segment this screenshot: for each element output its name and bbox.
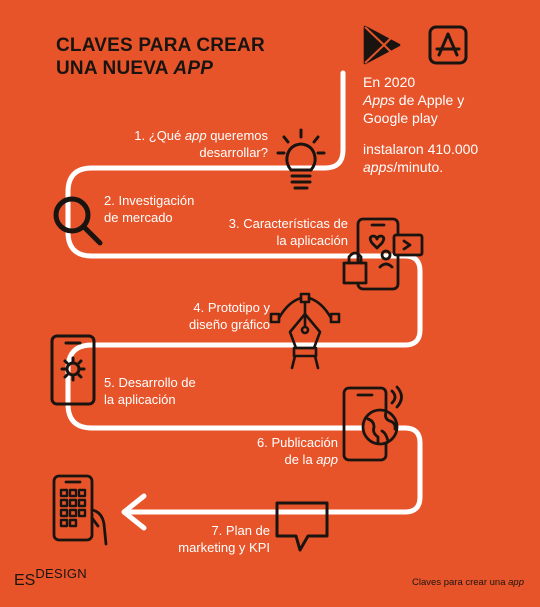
app-store-icon — [428, 25, 468, 65]
logo-es: ES — [14, 572, 36, 589]
info-line-2 — [363, 91, 533, 109]
footer-caption-text: Claves para crear una — [412, 577, 509, 588]
info-stat — [363, 140, 533, 176]
step-6-italic: app — [316, 452, 338, 467]
step-2-line-1: 2. Investigación — [104, 193, 195, 208]
footer-caption-italic: app — [508, 577, 524, 588]
step-7-line-2: marketing y KPI — [178, 540, 270, 555]
step-3-label — [196, 215, 348, 249]
info-line-3: Google play — [363, 110, 438, 126]
step-6-label — [220, 434, 338, 468]
phone-gear-icon — [50, 334, 96, 406]
page-title — [56, 34, 316, 80]
step-1-label — [100, 127, 268, 161]
step-5-line-2: la aplicación — [104, 392, 176, 407]
info-line-1: En 2020 — [363, 74, 416, 90]
step-4-line-2: diseño gráfico — [189, 317, 270, 332]
magnifier-icon — [50, 193, 106, 249]
info-line-2-text: de Apple y — [394, 92, 465, 108]
step-3-line-2: la aplicación — [276, 233, 348, 248]
logo-design: DESIGN — [35, 566, 87, 581]
esdesign-logo — [14, 566, 87, 590]
step-2-line-2: de mercado — [104, 210, 173, 225]
footer-caption — [412, 577, 524, 588]
step-3-line-1: 3. Características de — [228, 216, 348, 231]
step-6-line-1: 6. Publicación — [257, 435, 338, 450]
step-1-italic: app — [184, 128, 207, 143]
step-7-line-1: 7. Plan de — [211, 523, 270, 538]
phone-globe-icon — [340, 385, 410, 465]
speech-bubble-icon — [274, 500, 330, 554]
step-1-line-1 — [100, 127, 268, 144]
step-5-label — [104, 374, 234, 408]
step-1-text-a: 1. ¿Qué — [134, 128, 185, 143]
info-text — [363, 73, 533, 127]
google-play-icon — [362, 24, 402, 66]
step-5-line-1: 5. Desarrollo de — [104, 375, 196, 390]
step-4-label — [140, 299, 270, 333]
step-1-line-2: desarrollar? — [199, 145, 268, 160]
step-1-text-b: queremos — [206, 128, 268, 143]
info-line-5 — [363, 158, 533, 176]
info-line-2-italic: Apps — [363, 92, 395, 108]
lightbulb-icon — [276, 128, 326, 194]
phone-features-icon — [342, 217, 426, 291]
info-line-5-text: /minuto. — [393, 159, 444, 175]
phone-hand-icon — [50, 474, 112, 546]
title-line-2-text: UNA NUEVA — [56, 58, 174, 79]
step-7-label — [150, 522, 270, 556]
title-line-1: CLAVES PARA CREAR — [56, 35, 265, 56]
pen-nib-icon — [268, 292, 342, 370]
title-line-2 — [56, 57, 316, 80]
step-4-line-1: 4. Prototipo y — [193, 300, 270, 315]
title-line-2-italic: APP — [173, 58, 214, 79]
step-6-line-2 — [220, 451, 338, 468]
step-6-text: de la — [284, 452, 317, 467]
info-line-5-italic: apps — [363, 159, 394, 175]
info-line-4: instalaron 410.000 — [363, 141, 479, 157]
